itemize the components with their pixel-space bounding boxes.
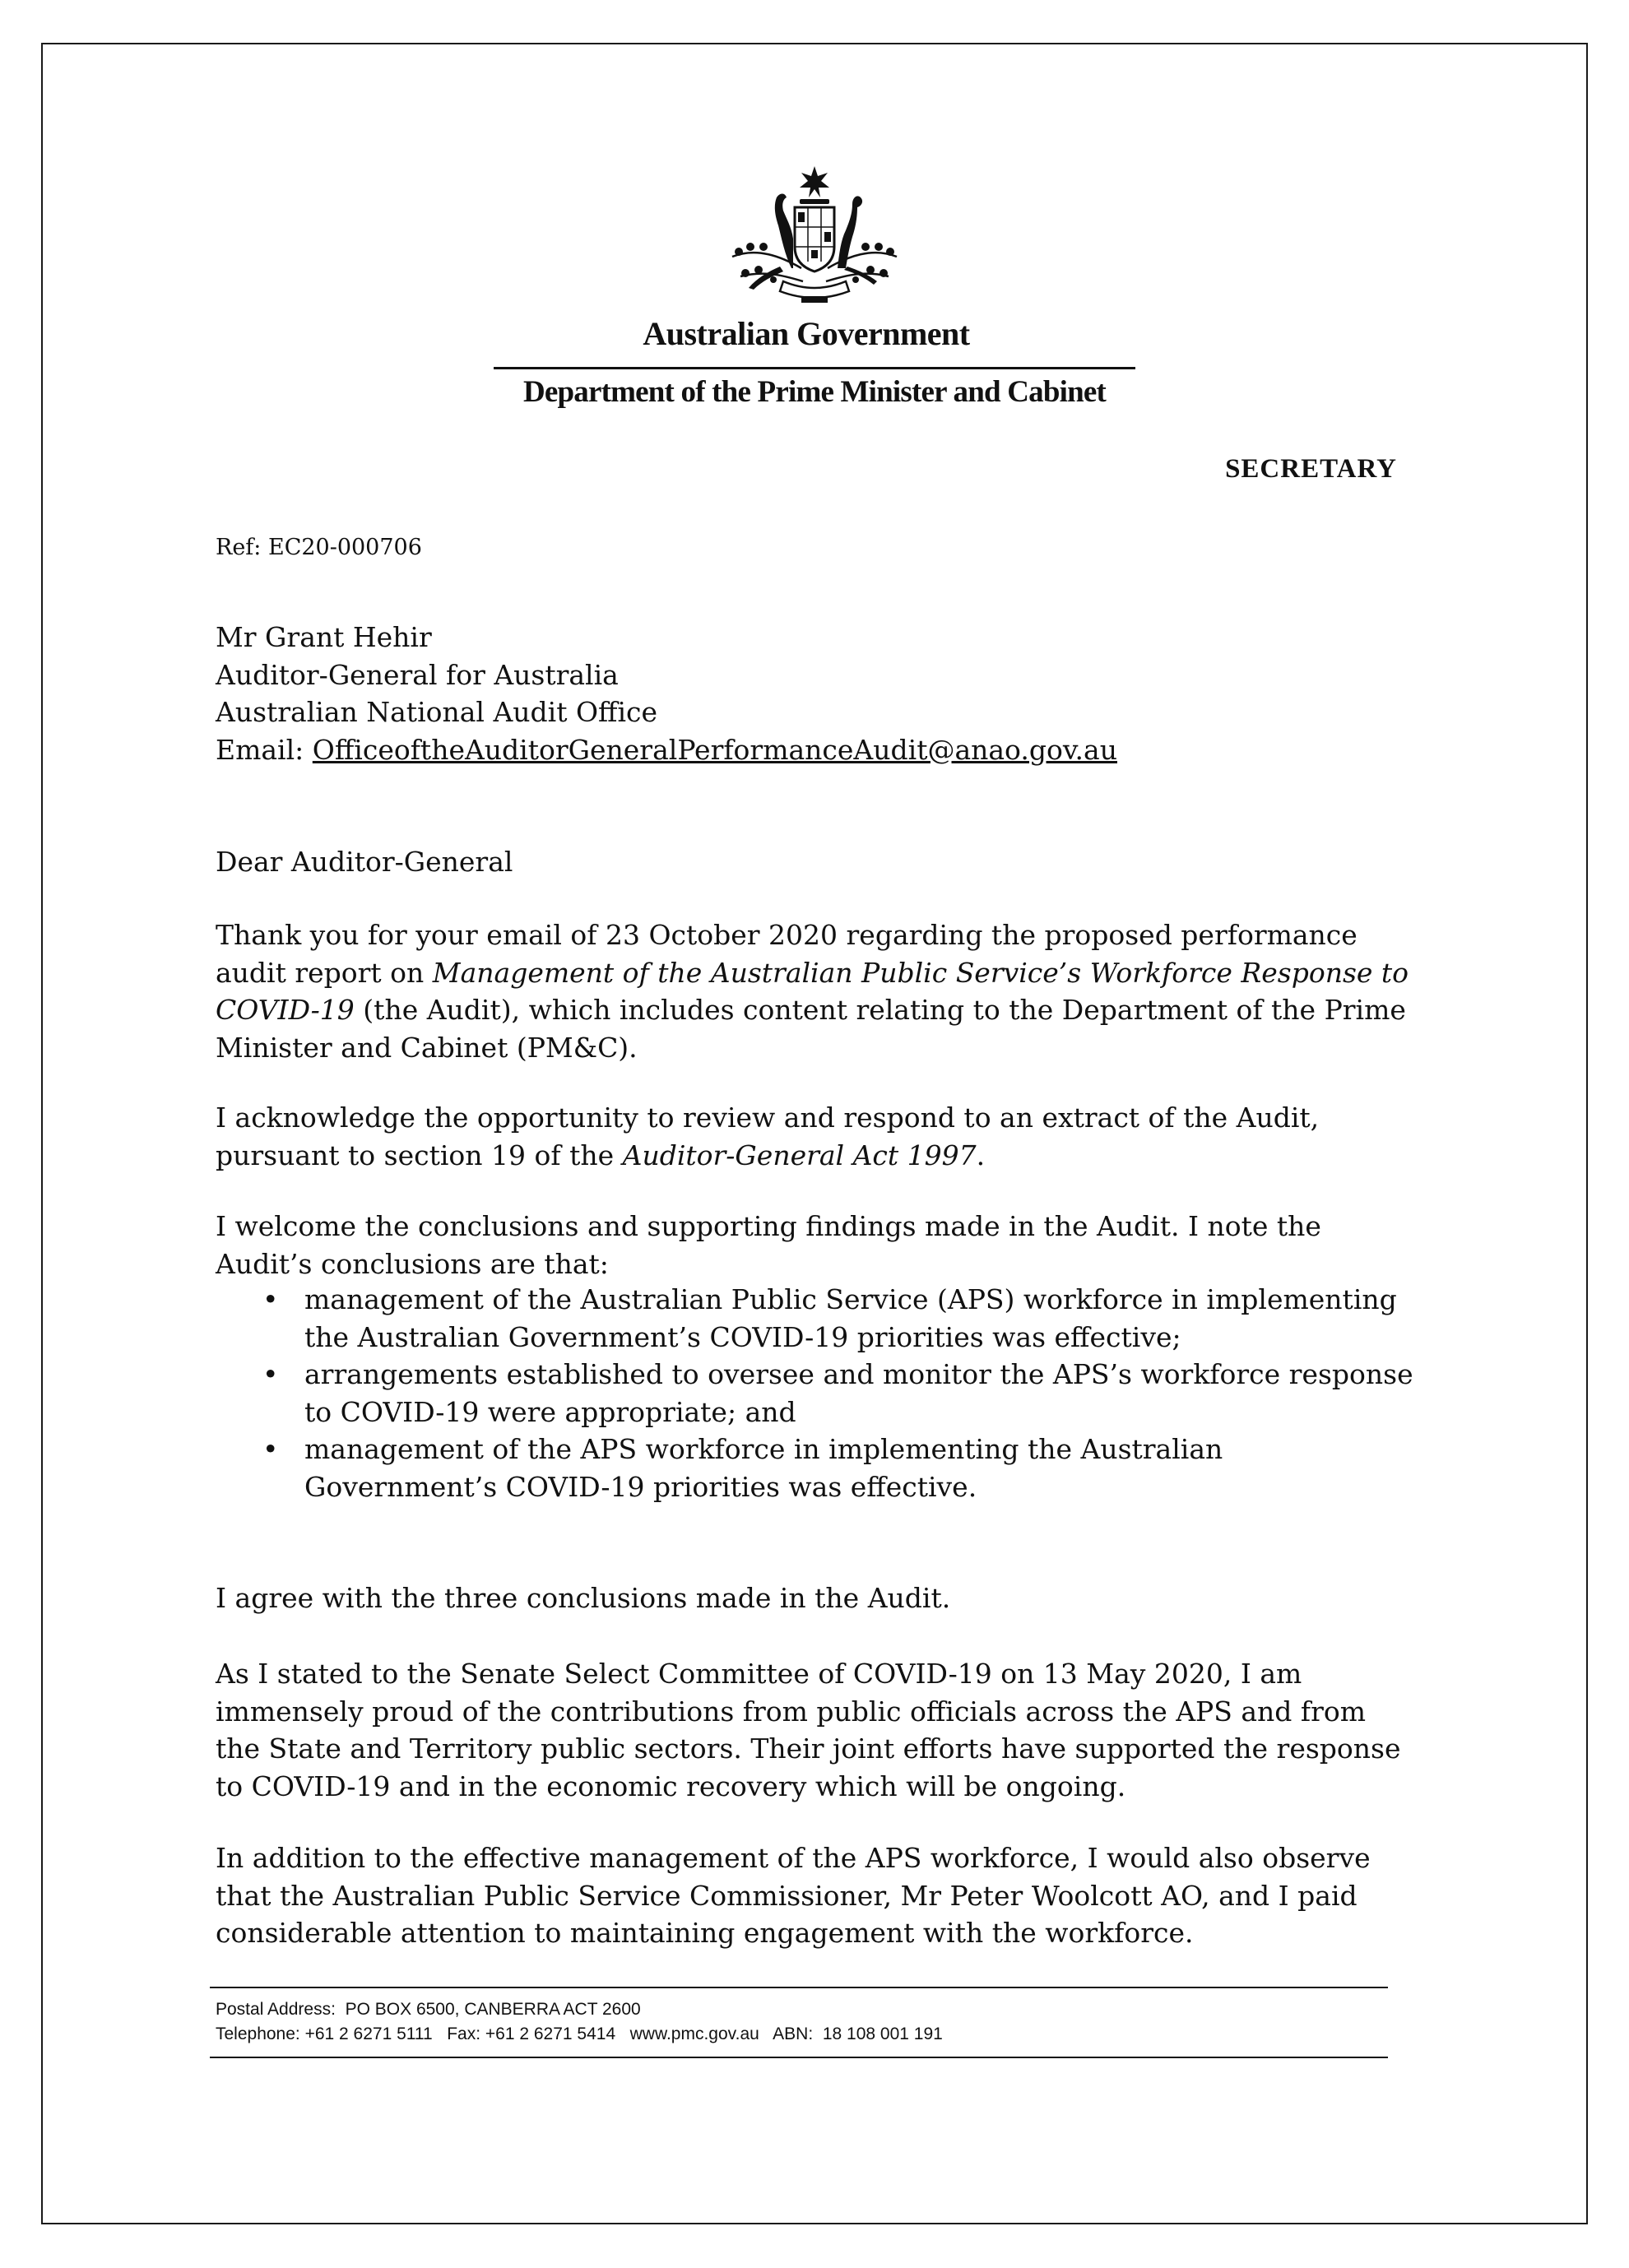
audit-report-title: Management of the Australian Public Service’s Workforce Response to COVID-19 bbox=[216, 956, 1409, 1026]
letterhead-divider bbox=[494, 367, 1135, 369]
reference-number: Ref: EC20-000706 bbox=[216, 535, 422, 560]
paragraph-text: I acknowledge the opportunity to review and respond to an extract of the Audit, pursuant to section 19 of the bbox=[216, 1102, 1320, 1171]
paragraph-senate: As I stated to the Senate Select Committee of COVID-19 on 13 May 2020, I am immensely proud of the contributions from public officials across the APS and from the State and Territory public sectors. Their joint efforts have supported the response to COVID-19 and in the economic recovery which will be ongoing. bbox=[216, 1658, 1401, 1802]
footer bbox=[216, 1997, 943, 2047]
recipient-name: Mr Grant Hehir bbox=[216, 621, 432, 653]
footer-postal-address: Postal Address: PO BOX 6500, CANBERRA ACT 2600 bbox=[216, 2000, 641, 2019]
list-item bbox=[216, 1431, 1417, 1505]
footer-divider-bottom bbox=[210, 2057, 1388, 2058]
office-title: SECRETARY bbox=[1225, 454, 1397, 484]
paragraph-text: (the Audit), which includes content relating to the Department of the Prime Minister and Cabinet (PM&C). bbox=[216, 994, 1406, 1064]
bullet-icon: • bbox=[262, 1358, 279, 1390]
paragraph-thanks bbox=[216, 916, 1417, 1066]
bullet-icon: • bbox=[262, 1433, 279, 1465]
recipient-email-link[interactable]: OfficeoftheAuditorGeneralPerformanceAudit@anao.gov.au bbox=[312, 733, 1117, 766]
salutation: Dear Auditor-General bbox=[216, 846, 513, 878]
list-item-text: arrangements established to oversee and monitor the APS’s workforce response to COVID-19 were appropriate; and bbox=[304, 1358, 1413, 1428]
department-name: Department of the Prime Minister and Cabinet bbox=[522, 375, 1107, 409]
list-item bbox=[216, 1356, 1417, 1431]
paragraph-agree: I agree with the three conclusions made in the Audit. bbox=[216, 1582, 951, 1614]
bullet-icon: • bbox=[262, 1283, 279, 1315]
list-item bbox=[216, 1281, 1417, 1356]
footer-contact-details: Telephone: +61 2 6271 5111 Fax: +61 2 6271 5414 www.pmc.gov.au ABN: 18 108 001 191 bbox=[216, 2025, 943, 2043]
act-title: Auditor-General Act 1997 bbox=[622, 1139, 977, 1171]
recipient-title: Auditor-General for Australia bbox=[216, 658, 619, 691]
recipient-address bbox=[216, 619, 1417, 768]
paragraph-engagement: In addition to the effective management of the APS workforce, I would also observe that the Australian Public Service Commissioner, Mr Peter Woolcott AO, and I paid considerable attention to maintaining engagement with the workforce. bbox=[216, 1842, 1371, 1949]
paragraph-text: . bbox=[976, 1139, 986, 1171]
recipient-organisation: Australian National Audit Office bbox=[216, 696, 658, 728]
recipient-email-line bbox=[216, 731, 1417, 769]
paragraph-welcome: I welcome the conclusions and supporting findings made in the Audit. I note the Audit’s conclusions are that: bbox=[216, 1210, 1321, 1280]
footer-divider-top bbox=[210, 1987, 1388, 1988]
list-item-text: management of the APS workforce in implementing the Australian Government’s COVID-19 priorities was effective. bbox=[304, 1433, 1223, 1503]
paragraph-acknowledge bbox=[216, 1099, 1417, 1174]
coat-of-arms-icon bbox=[716, 165, 913, 308]
government-name: Australian Government bbox=[643, 315, 970, 352]
email-label: Email: bbox=[216, 733, 313, 766]
list-item-text: management of the Australian Public Service (APS) workforce in implementing the Australian Government’s COVID-19 priorities was effective; bbox=[304, 1283, 1397, 1353]
paragraph-text: Thank you for your email of 23 October 2020 regarding the proposed performance audit report on bbox=[216, 919, 1358, 989]
conclusions-list bbox=[216, 1281, 1417, 1505]
